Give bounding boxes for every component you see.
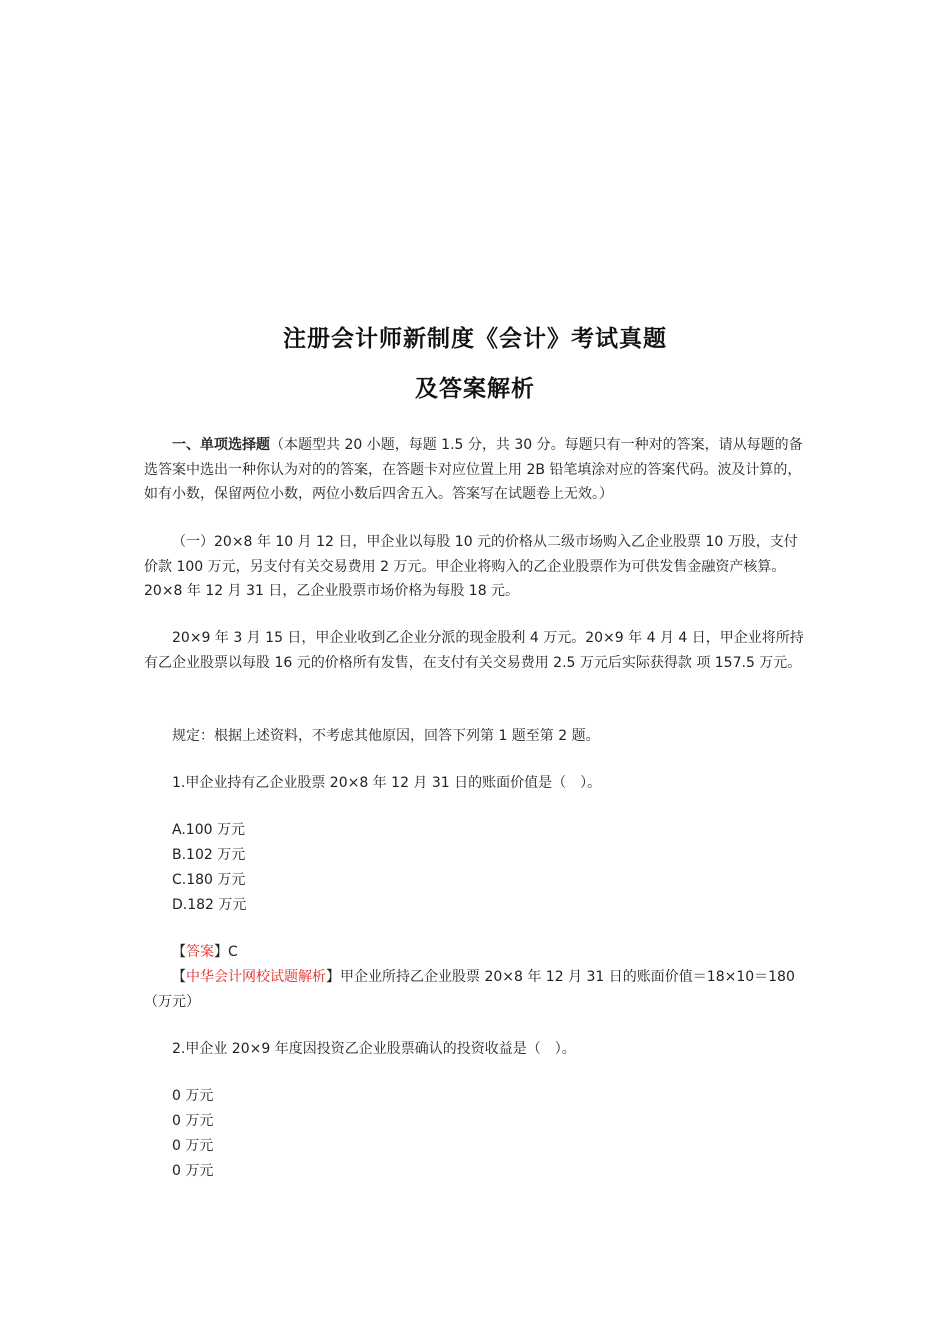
analysis-label: 中华会计网校试题解析 bbox=[186, 969, 326, 985]
case-paragraph-1: （一）20×8 年 10 月 12 日，甲企业以每股 10 元的价格从二级市场购入乙企业股票 10 万股，支付价款 100 万元，另支付有关交易费用 2 万元。甲企业将购入的乙企业股票作为可供发售金融资产核算。20×8 年 12 月 31 日，乙企业股票市场价格为每股 18 元。 bbox=[144, 534, 798, 599]
answer-value: C bbox=[228, 944, 238, 960]
question-1-option-a: A.100 万元 bbox=[172, 822, 245, 838]
question-1-stem: 1.甲企业持有乙企业股票 20×8 年 12 月 31 日的账面价值是（ ）。 bbox=[172, 775, 602, 791]
question-2-stem: 2.甲企业 20×9 年度因投资乙企业股票确认的投资收益是（ ）。 bbox=[172, 1041, 576, 1057]
question-2-option-2: 0 万元 bbox=[172, 1113, 214, 1129]
question-2-option-1: 0 万元 bbox=[172, 1088, 214, 1104]
section-intro bbox=[144, 433, 806, 507]
question-1-analysis: 【中华会计网校试题解析】甲企业所持乙企业股票 20×8 年 12 月 31 日的账面价值＝18×10＝180（万元） bbox=[144, 969, 795, 1010]
question-1-answer: 【答案】C bbox=[172, 944, 238, 960]
question-2-option-4: 0 万元 bbox=[172, 1163, 214, 1179]
question-1-option-c: C.180 万元 bbox=[172, 872, 246, 888]
question-1-option-b: B.102 万元 bbox=[172, 847, 246, 863]
answer-label: 答案 bbox=[186, 944, 214, 960]
case-paragraph-2: 20×9 年 3 月 15 日，甲企业收到乙企业分派的现金股利 4 万元。20×9 年 4 月 4 日，甲企业将所持有乙企业股票以每股 16 元的价格所有发售，在支付有关交易费用 2.5 万元后实际获得款 项 157.5 万元。 bbox=[144, 630, 804, 671]
document-title: 注册会计师新制度《会计》考试真题 bbox=[283, 326, 667, 352]
section-heading: 一、单项选择题 bbox=[172, 437, 270, 453]
document-subtitle: 及答案解析 bbox=[415, 376, 535, 402]
section-instructions: （本题型共 20 小题，每题 1.5 分，共 30 分。每题只有一种对的答案，请从每题的备选答案中选出一种你认为对的的答案，在答题卡对应位置上用 2B 铅笔填涂对应的答案代码。波及计算的，如有小数，保留两位小数，两位小数后四舍五入。答案写在试题卷上无效。） bbox=[144, 437, 803, 502]
case-requirement: 规定：根据上述资料，不考虑其他原因，回答下列第 1 题至第 2 题。 bbox=[172, 728, 600, 744]
question-2-option-3: 0 万元 bbox=[172, 1138, 214, 1154]
analysis-text: 甲企业所持乙企业股票 20×8 年 12 月 31 日的账面价值＝18×10＝180（万元） bbox=[144, 969, 795, 1010]
question-1-option-d: D.182 万元 bbox=[172, 897, 247, 913]
